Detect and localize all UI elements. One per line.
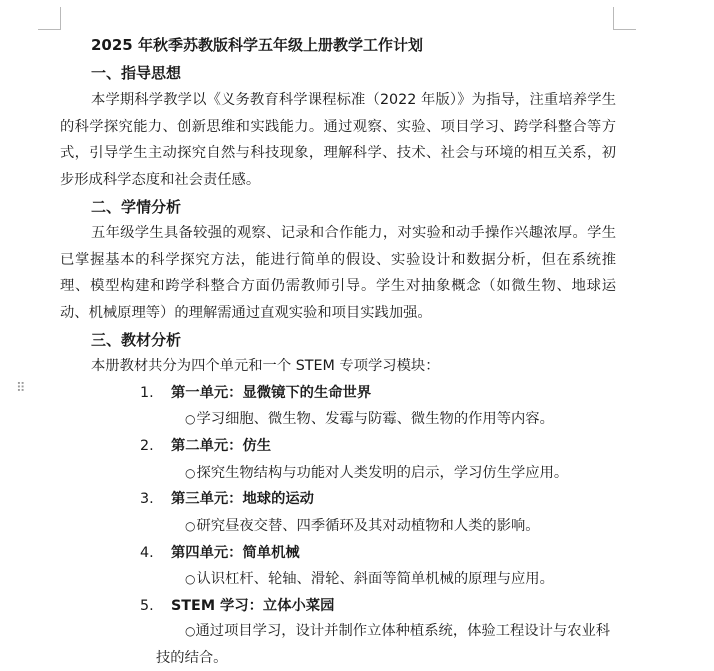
unit-item xyxy=(140,542,300,564)
unit-detail xyxy=(185,515,540,537)
unit-detail-text: 探究生物结构与功能对人类发明的启示，学习仿生学应用。 xyxy=(196,465,569,481)
unit-detail-text: 认识杠杆、轮轴、滑轮、斜面等简单机械的原理与应用。 xyxy=(196,571,554,587)
unit-item xyxy=(140,435,271,457)
circle-bullet-icon: ○ xyxy=(185,466,196,480)
unit-title: 第四单元：简单机械 xyxy=(171,545,300,561)
unit-item xyxy=(140,382,371,404)
margin-corner-top-left xyxy=(38,7,61,30)
section-heading-textbook-analysis: 三、教材分析 xyxy=(91,331,182,349)
paragraph-guiding-thought: 本学期科学教学以《义务教育科学课程标准（2022 年版）》为指导，注重培养学生的科学探究能力、创新思维和实践能力。通过观察、实验、项目学习、跨学科整合等方式，引导学生主动探究自然与科技现象，理解科学、技术、社会与环境的相互关系，初步形成科学态度和社会责任感。 xyxy=(60,92,616,188)
paragraph-student-analysis: 五年级学生具备较强的观察、记录和合作能力，对实验和动手操作兴趣浓厚。学生已掌握基本的科学探究方法，能进行简单的假设、实验设计和数据分析，但在系统推理、模型构建和跨学科整合方面仍需教师引导。学生对抽象概念（如微生物、地球运动、机械原理等）的理解需通过直观实验和项目实践加强。 xyxy=(60,225,616,321)
drag-handle-icon[interactable]: ⠿ xyxy=(16,381,25,396)
unit-number: 4. xyxy=(140,545,154,561)
unit-title: 第二单元：仿生 xyxy=(171,438,272,454)
section-heading-guiding-thought: 一、指导思想 xyxy=(91,64,182,82)
unit-number: 2. xyxy=(140,438,154,454)
circle-bullet-icon: ○ xyxy=(185,624,196,638)
unit-number: 3. xyxy=(140,491,154,507)
unit-title: STEM 学习：立体小菜园 xyxy=(171,598,335,614)
unit-detail xyxy=(156,618,616,671)
unit-item xyxy=(140,595,334,617)
unit-number: 5. xyxy=(140,598,154,614)
unit-detail-text: 通过项目学习，设计并制作立体种植系统，体验工程设计与农业科技的结合。 xyxy=(156,623,611,666)
textbook-intro: 本册教材共分为四个单元和一个 STEM 专项学习模块： xyxy=(91,358,440,374)
unit-title: 第一单元：显微镜下的生命世界 xyxy=(171,385,372,401)
unit-detail-text: 学习细胞、微生物、发霉与防霉、微生物的作用等内容。 xyxy=(196,411,554,427)
circle-bullet-icon: ○ xyxy=(185,572,196,586)
unit-item xyxy=(140,488,314,510)
document-title: 2025 年秋季苏教版科学五年级上册教学工作计划 xyxy=(91,36,423,54)
section-heading-student-analysis: 二、学情分析 xyxy=(91,198,182,216)
circle-bullet-icon: ○ xyxy=(185,519,196,533)
unit-detail xyxy=(185,462,568,484)
unit-detail xyxy=(185,408,554,430)
unit-detail xyxy=(185,568,554,590)
margin-corner-top-right xyxy=(613,7,636,30)
circle-bullet-icon: ○ xyxy=(185,412,196,426)
unit-detail-text: 研究昼夜交替、四季循环及其对动植物和人类的影响。 xyxy=(196,518,540,534)
unit-title: 第三单元：地球的运动 xyxy=(171,491,314,507)
unit-number: 1. xyxy=(140,385,154,401)
